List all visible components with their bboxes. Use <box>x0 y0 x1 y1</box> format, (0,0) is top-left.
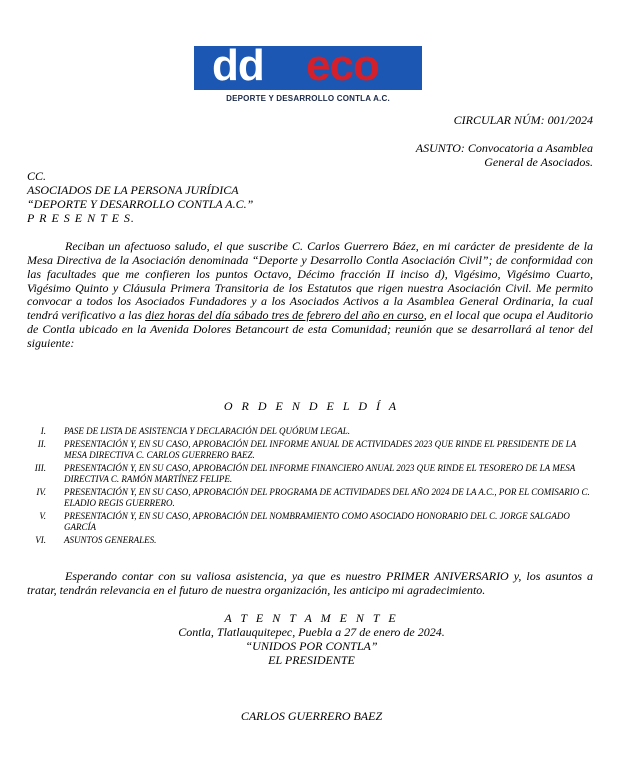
signer-role: EL PRESIDENTE <box>268 653 355 667</box>
place-date: Contla, Tlatlauquitepec, Puebla a 27 de enero de 2024. <box>178 625 445 639</box>
agenda-item-number: I. <box>40 426 46 436</box>
agenda-item-text: PRESENTACIÓN Y, EN SU CASO, APROBACIÓN DEL INFORME FINANCIERO ANUAL 2023 QUE RINDE EL TESORERO DE LA MESA DIRECTIVA C. RAMÓN MARTÍNEZ FELIPE. <box>64 463 576 484</box>
logo-subtitle: DEPORTE Y DESARROLLO CONTLA A.C. <box>226 94 390 103</box>
circular-number: CIRCULAR NÚM: 001/2024 <box>453 113 593 127</box>
addressee-line-2: ASOCIADOS DE LA PERSONA JURÍDICA <box>27 183 239 197</box>
agenda-item <box>18 426 598 437</box>
intro-text-before: Reciban un afectuoso saludo, el que suscribe C. Carlos Guerrero Báez, en mi carácter de presidente de la Mesa Directiva de la Asociación denominada “Deporte y Desarrollo Contla Asociación Civil”; de conformidad con las facultades que me confieren los puntos Octavo, Décimo fracción II inciso d), Vigésimo, Vigésimo Cuarto, Vigésimo Quinto y Cláusula Primera Transitoria de los Estatutos que rigen nuestra Asociación Civil. Me permito convocar a todos los Asociados Fundadores y a los Asociados Activos a la Asamblea General Ordinaria, la cual tendrá verificativo a las <box>27 239 593 323</box>
agenda-item <box>18 535 598 546</box>
agenda-item <box>18 439 598 461</box>
intro-paragraph <box>27 240 593 351</box>
agenda-item-number: V. <box>39 511 46 521</box>
agenda-item-text: PRESENTACIÓN Y, EN SU CASO, APROBACIÓN DEL INFORME ANUAL DE ACTIVIDADES 2023 QUE RINDE EL PRESIDENTE DE LA MESA DIRECTIVA C. CARLOS GUERRERO BAEZ. <box>64 439 577 460</box>
agenda-list <box>18 426 598 546</box>
agenda-item-number: IV. <box>36 487 46 497</box>
addressee-line-4: P R E S E N T E S. <box>27 211 135 225</box>
agenda-item <box>18 463 598 485</box>
logo-word-dd: dd <box>212 41 264 90</box>
intro-underlined-date: diez horas del día sábado tres de febrero del año en curso <box>145 308 424 323</box>
agenda-item-number: III. <box>34 463 46 473</box>
agenda-item <box>18 487 598 509</box>
logo-word-eco: eco <box>306 41 379 90</box>
agenda-item-number: II. <box>37 439 46 449</box>
agenda-item-text: PRESENTACIÓN Y, EN SU CASO, APROBACIÓN DEL PROGRAMA DE ACTIVIDADES DEL AÑO 2024 DE LA A.C., POR EL COMISARIO C. ELADIO REGIS GUERRERO. <box>64 487 590 508</box>
agenda-item-number: VI. <box>35 535 46 545</box>
agenda-item <box>18 511 598 533</box>
agenda-item-text: ASUNTOS GENERALES. <box>64 535 157 545</box>
agenda-item-text: PRESENTACIÓN Y, EN SU CASO, APROBACIÓN DEL NOMBRAMIENTO COMO ASOCIADO HONORARIO DEL C. JORGE SALGADO GARCÍA <box>64 511 570 532</box>
addressee-cc: CC. <box>27 169 47 183</box>
intro-text-after: , en el local que ocupa el Auditorio de Contla ubicado en la Avenida Dolores Betancourt de esta Comunidad; reunión que se desarrollará al tenor del siguiente: <box>27 308 593 350</box>
logo-wordmark <box>194 41 422 90</box>
motto: “UNIDOS POR CONTLA” <box>245 639 378 653</box>
ddeco-logo <box>186 32 432 114</box>
addressee-line-3: “DEPORTE Y DESARROLLO CONTLA A.C.” <box>27 197 254 211</box>
subject-line-2: General de Asociados. <box>484 155 593 169</box>
agenda-item-text: PASE DE LISTA DE ASISTENCIA Y DECLARACIÓN DEL QUÓRUM LEGAL. <box>64 426 351 436</box>
signature-name: CARLOS GUERRERO BAEZ <box>240 709 383 723</box>
subject-line-1: ASUNTO: Convocatoria a Asamblea <box>415 141 593 155</box>
atentamente: A T E N T A M E N T E <box>224 611 399 625</box>
logo-blue-band <box>194 41 422 90</box>
closing-paragraph: Esperando contar con su valiosa asistencia, ya que es nuestro PRIMER ANIVERSARIO y, los asuntos a tratar, tendrán relevancia en el futuro de nuestra organización, les anticipo mi agradecimiento. <box>27 569 593 597</box>
agenda-title: O R D E N D E L D Í A <box>223 399 400 413</box>
